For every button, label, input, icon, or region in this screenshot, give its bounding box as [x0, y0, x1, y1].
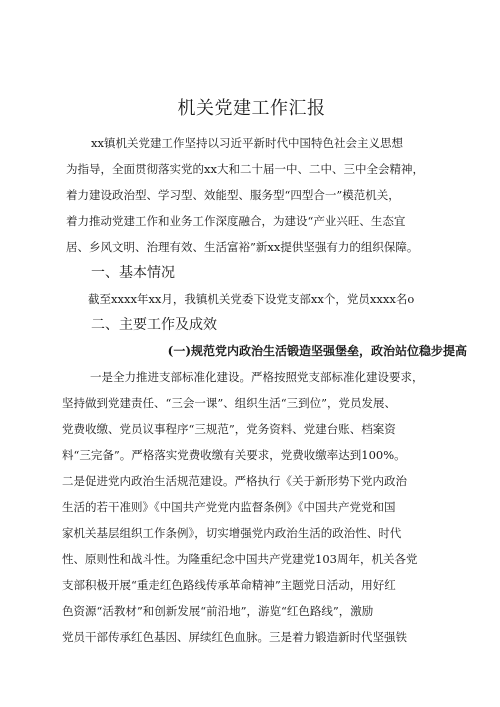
section-basic-text	[88, 286, 457, 312]
body-line: 二是促进党内政治生活规范建设。严格执行《关于新形势下党内政治	[62, 474, 407, 488]
section-heading-main-work: 二、主要工作及成效	[91, 317, 217, 333]
body-line: 性、原则性和战斗性。为隆重纪念中国共产党建党103周年，机关各党	[62, 552, 418, 566]
section-subheading-wrap	[77, 338, 467, 364]
intro-line: 着力建设政治型、学习型、效能型、服务型“四型合一”模范机关，	[66, 188, 400, 202]
intro-line: 为指导，全面贯彻落实党的xx大和二十届一中、二中、三中全会精神，	[66, 162, 424, 176]
body-line: 色资源“活教材”和创新发展“前沿地”，游览“红色路线”，激励	[62, 604, 374, 618]
main-work-paragraph	[62, 364, 466, 650]
intro-line: xx镇机关党建工作坚持以习近平新时代中国特色社会主义思想	[91, 136, 403, 150]
section-heading-basic: 一、基本情况	[91, 265, 175, 281]
intro-line: 居、乡风文明、治理有效、生活富裕”新xx提供坚强有力的组织保障。	[66, 240, 419, 254]
body-line: 党费收缴、党员议事程序“三规范”，党务资料、党建台账、档案资	[62, 422, 396, 436]
section-subheading-political-life: (一)规范党内政治生活锻造坚强堡垒，政治站位稳步提高	[167, 344, 467, 358]
body-line: 坚持做到党建责任、“三会一课”、组织生活“三到位”，党员发展、	[62, 396, 397, 410]
body-line: 生活的若干准则》《中国共产党党内监督条例》《中国共产党党和国	[62, 500, 396, 514]
body-line: 料“三完备”。严格落实党费收缴有关要求，党费收缴率达到100%。	[62, 448, 406, 462]
intro-line: 着力推动党建工作和业务工作深度融合，为建设“产业兴旺、生态宜	[66, 214, 406, 228]
body-line: 家机关基层组织工作条例》，切实增强党内政治生活的政治性、时代	[62, 526, 402, 540]
body-line: 一是全力推进支部标准化建设。严格按照党支部标准化建设要求，	[90, 370, 424, 384]
section-basic-line: 截至xxxx年xx月，我镇机关党委下设党支部xx个，党员xxxx名o	[88, 292, 415, 306]
intro-paragraph	[66, 130, 466, 260]
body-line: 支部积极开展“重走红色路线传承革命精神”主题党日活动，用好红	[62, 578, 396, 592]
document-title: 机关党建工作汇报	[177, 98, 326, 119]
body-line: 党员干部传承红色基因、屏续红色血脉。三是着力锻造新时代坚强铁	[62, 630, 407, 644]
